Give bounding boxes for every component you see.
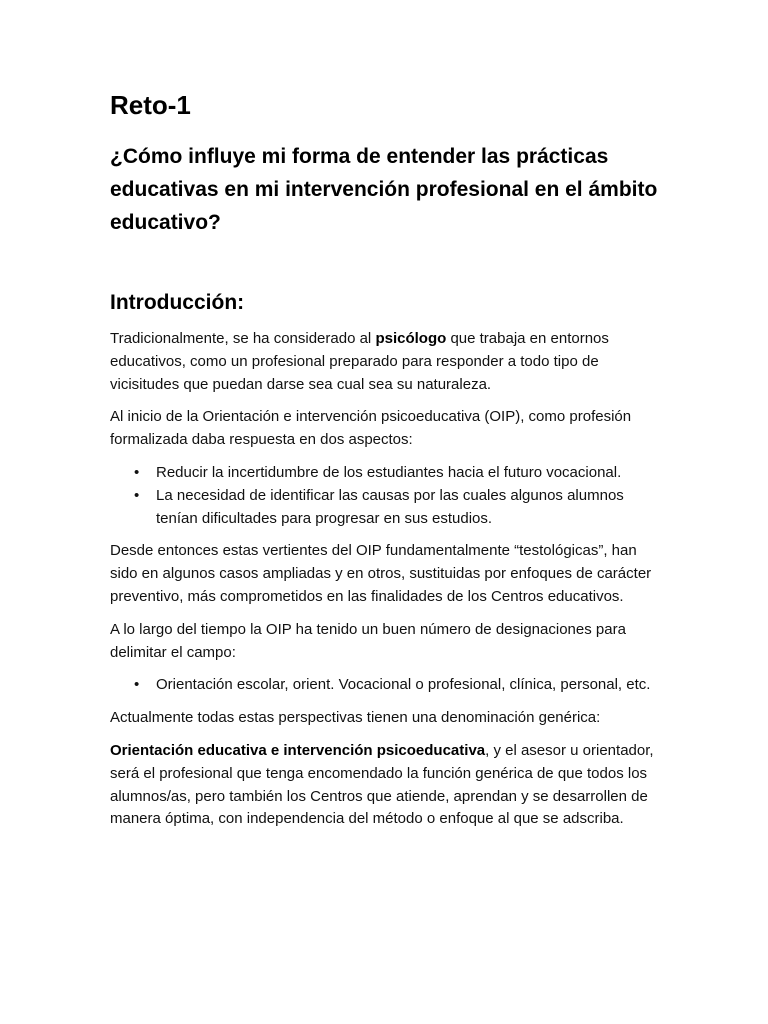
section-heading-introduccion: Introducción:: [110, 291, 245, 314]
paragraph-2: Al inicio de la Orientación e intervención psicoeducativa (OIP), como profesión formalizada daba respuesta en dos aspectos:: [110, 408, 632, 449]
paragraph-1-text-b: que trabaja en entornos educativos, como un profesional preparado para responder a todo tipo de vicisitudes que puedan darse sea cual sea su naturaleza.: [110, 330, 609, 393]
list-item: [134, 485, 658, 531]
list-item: [134, 674, 658, 697]
bullet-list-2: [110, 674, 658, 697]
bullet-icon: •: [134, 486, 140, 504]
paragraph-3: Desde entonces estas vertientes del OIP fundamentalmente “testológicas”, han sido en algunos casos ampliadas y en otros, sustituidas por enfoques de carácter preventivo, más comprometidos en las finalidades de los Centros educativos.: [110, 542, 652, 605]
list-item: [134, 462, 658, 485]
paragraph-6-bold-term: Orientación educativa e intervención psicoeducativa: [110, 741, 486, 759]
list-item-text: Reducir la incertidumbre de los estudiantes hacia el futuro vocacional.: [156, 463, 622, 481]
list-item-text: Orientación escolar, orient. Vocacional o profesional, clínica, personal, etc.: [156, 676, 651, 694]
paragraph-1: [110, 328, 658, 396]
paragraph-1-bold-term: psicólogo: [375, 330, 447, 347]
paragraph-6-text: , y el asesor u orientador, será el profesional que tenga encomendado la función genérica de que todos los alumnos/as, pero también los Centros que atiende, aprendan y se desarrollen de manera óptima, con independencia del método o enfoque al que se adscriba.: [110, 741, 654, 828]
paragraph-4: A lo largo del tiempo la OIP ha tenido un buen número de designaciones para delimitar el campo:: [110, 620, 626, 661]
bullet-list-1: [110, 462, 658, 530]
paragraph-6: [110, 740, 658, 831]
bullet-icon: •: [134, 463, 140, 481]
paragraph-5: Actualmente todas estas perspectivas tienen una denominación genérica:: [110, 709, 601, 727]
list-item-text: La necesidad de identificar las causas por las cuales algunos alumnos tenían dificultades para progresar en sus estudios.: [156, 486, 624, 527]
document-title: Reto-1: [110, 90, 191, 120]
document-question: ¿Cómo influye mi forma de entender las prácticas educativas en mi intervención profesional en el ámbito educativo?: [110, 145, 658, 234]
bullet-icon: •: [134, 676, 140, 694]
paragraph-1-text-a: Tradicionalmente, se ha considerado al: [110, 330, 376, 347]
body-text: [110, 328, 658, 841]
